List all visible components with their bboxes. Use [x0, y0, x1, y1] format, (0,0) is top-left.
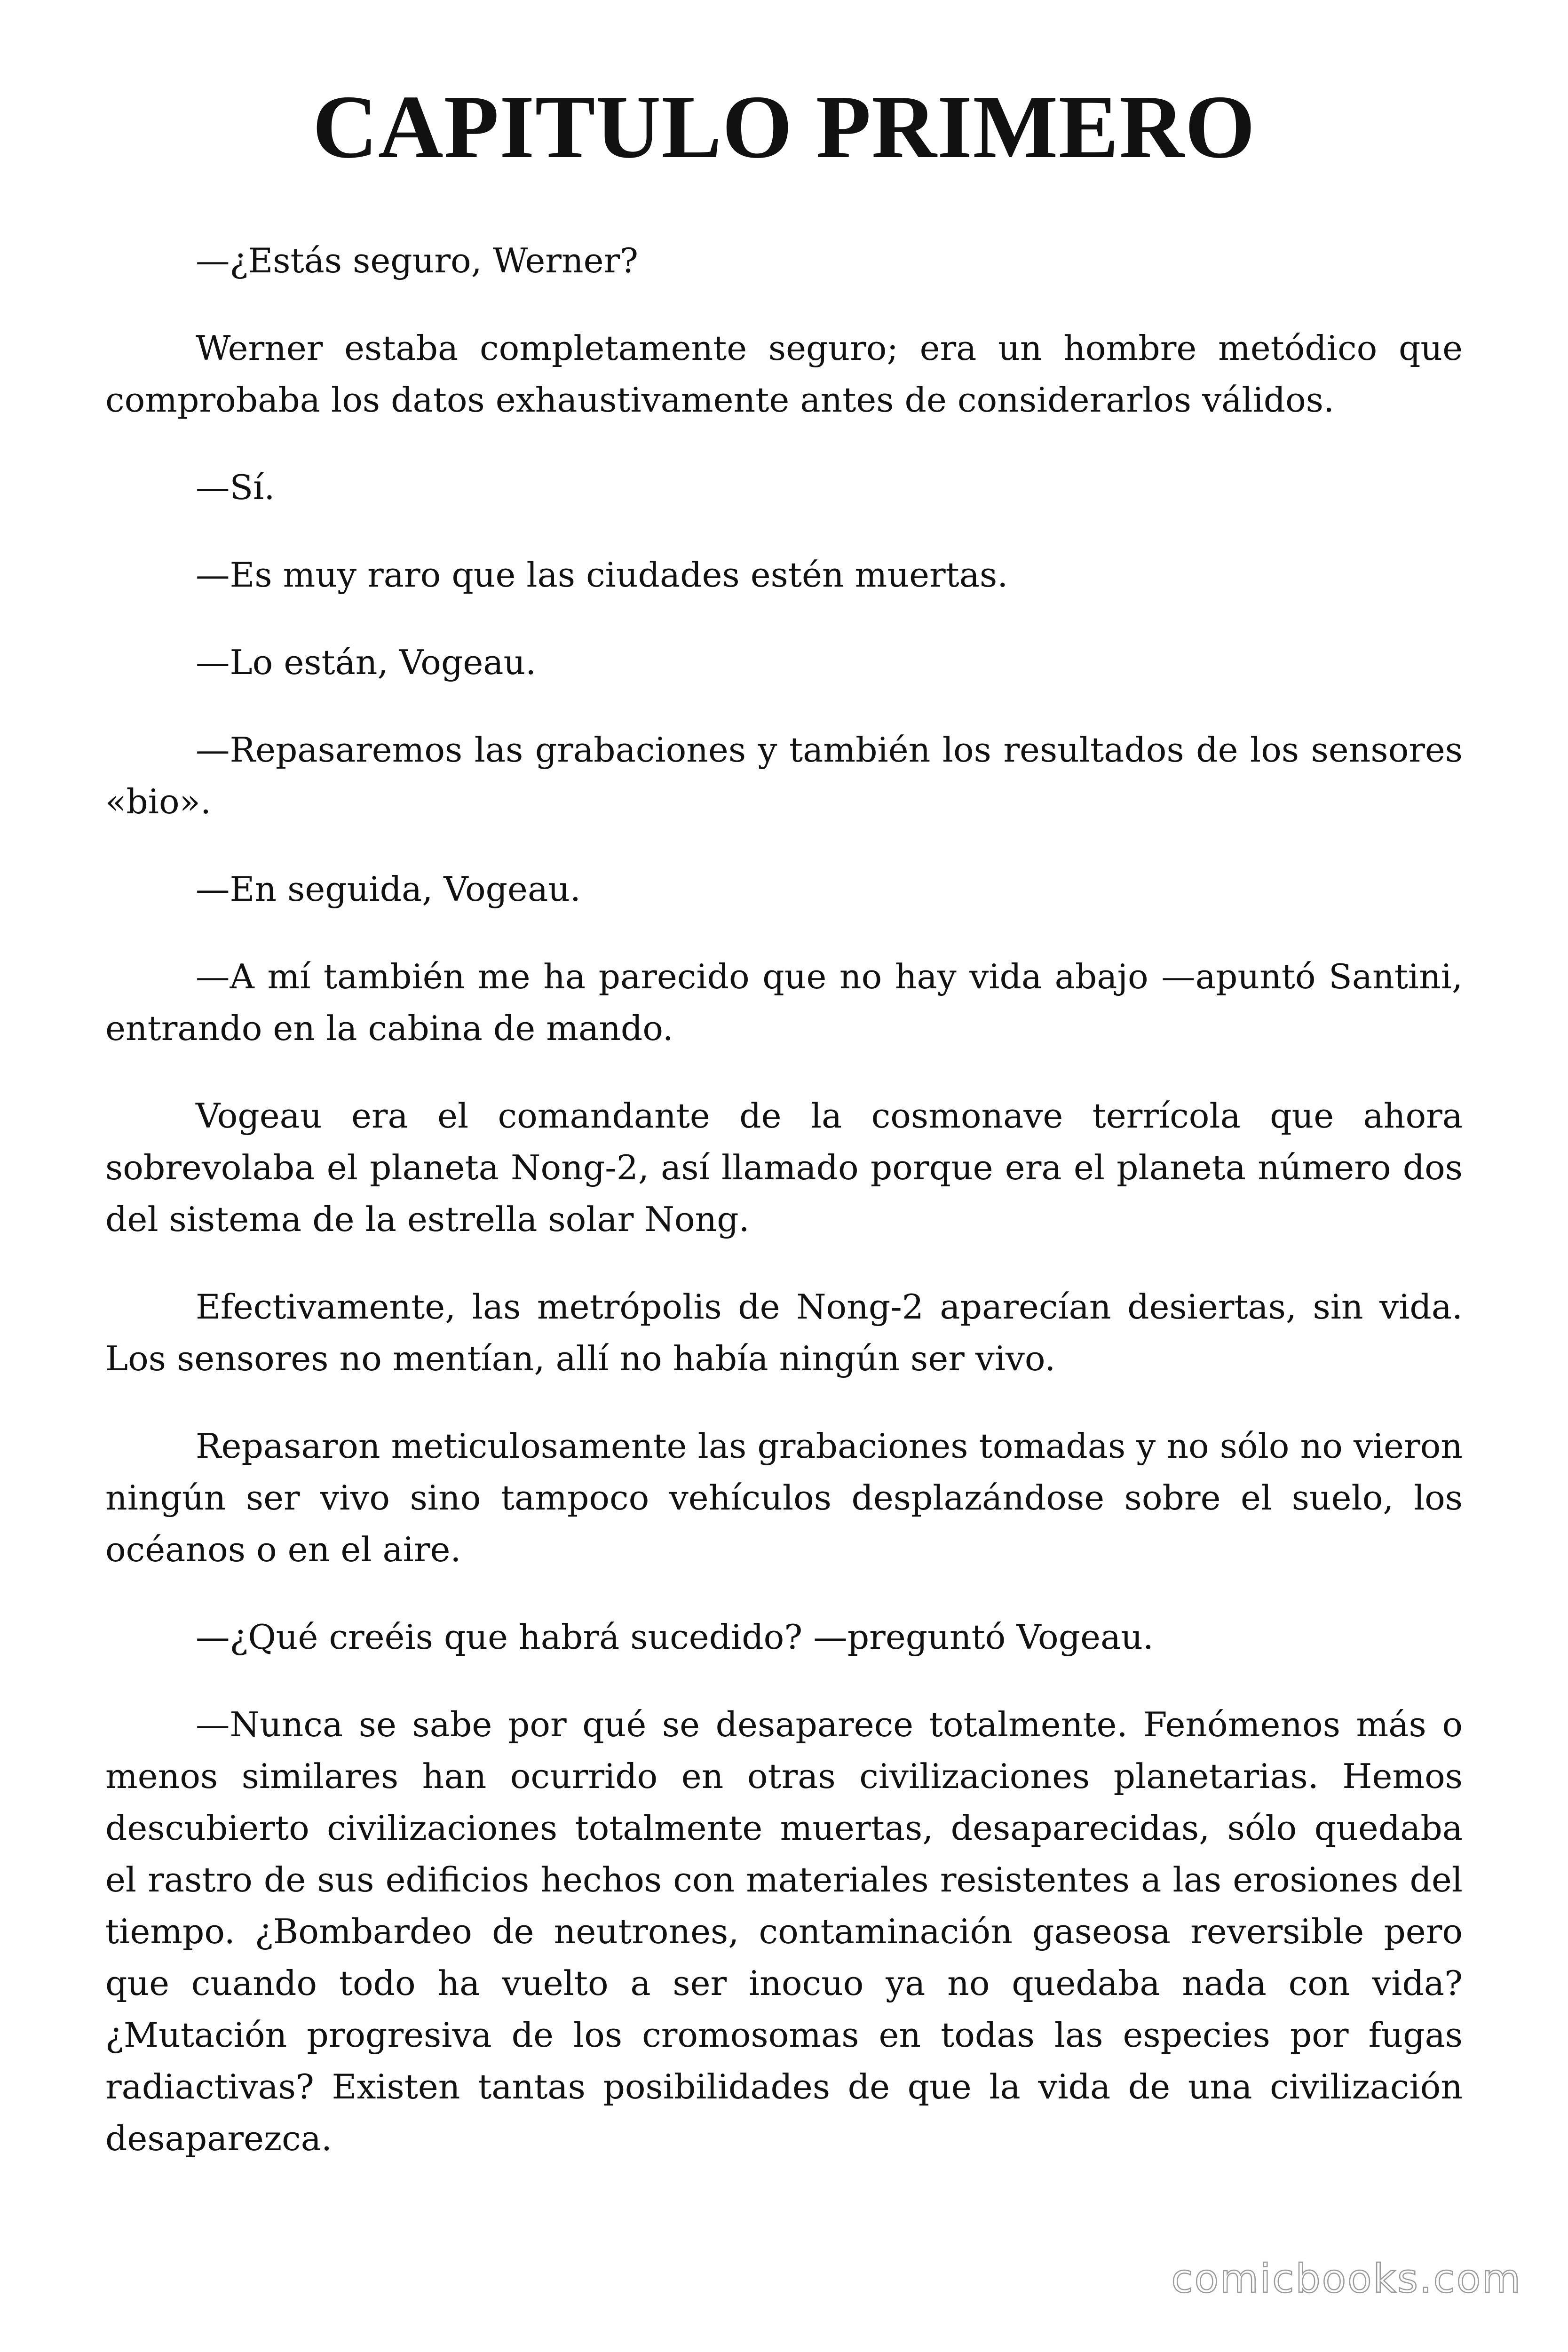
paragraph: —Lo están, Vogeau.	[196, 643, 537, 683]
paragraph: Repasaron meticulosamente las grabaciones tomadas y no sólo no vieron ningún ser vivo sino tampoco vehículos desplazándose sobre el suelo, los océanos o en el aire.	[105, 1427, 1463, 1570]
chapter-title: CAPITULO PRIMERO	[312, 77, 1256, 177]
paragraph: —En seguida, Vogeau.	[196, 870, 581, 909]
paragraph: —¿Estás seguro, Werner?	[196, 241, 639, 281]
paragraph: Vogeau era el comandante de la cosmonave terrícola que ahora sobrevolaba el planeta Nong-2, así llamado porque era el planeta número dos del sistema de la estrella solar Nong.	[105, 1097, 1463, 1240]
paragraph: —¿Qué creéis que habrá sucedido? —preguntó Vogeau.	[196, 1618, 1154, 1657]
book-page	[105, 0, 1463, 2352]
paragraph: —A mí también me ha parecido que no hay vida abajo —apuntó Santini, entrando en la cabina de mando.	[105, 957, 1463, 1049]
paragraph: —Sí.	[196, 468, 275, 508]
body-text	[105, 235, 1463, 2201]
paragraph: —Repasaremos las grabaciones y también los resultados de los sensores «bio».	[105, 731, 1463, 822]
paragraph: Efectivamente, las metrópolis de Nong-2 aparecían desiertas, sin vida. Los sensores no mentían, allí no había ningún ser vivo.	[105, 1287, 1463, 1379]
watermark: comicbooks.com	[1171, 2256, 1522, 2302]
paragraph: —Es muy raro que las ciudades estén muertas.	[196, 556, 1008, 595]
paragraph: —Nunca se sabe por qué se desaparece totalmente. Fenómenos más o menos similares han ocurrido en otras civilizaciones planetarias. Hemos descubierto civilizaciones totalmente muertas, desaparecidas, sólo quedaba el rastro de sus edificios hechos con materiales resistentes a las erosiones del tiempo. ¿Bombardeo de neutrones, contaminación gaseosa reversible pero que cuando todo ha vuelto a ser inocuo ya no quedaba nada con vida? ¿Mutación progresiva de los cromosomas en todas las especies por fugas radiactivas? Existen tantas posibilidades de que la vida de una civilización desaparezca.	[105, 1705, 1463, 2159]
paragraph: Werner estaba completamente seguro; era un hombre metódico que comprobaba los datos exhaustivamente antes de considerarlos válidos.	[105, 329, 1463, 420]
